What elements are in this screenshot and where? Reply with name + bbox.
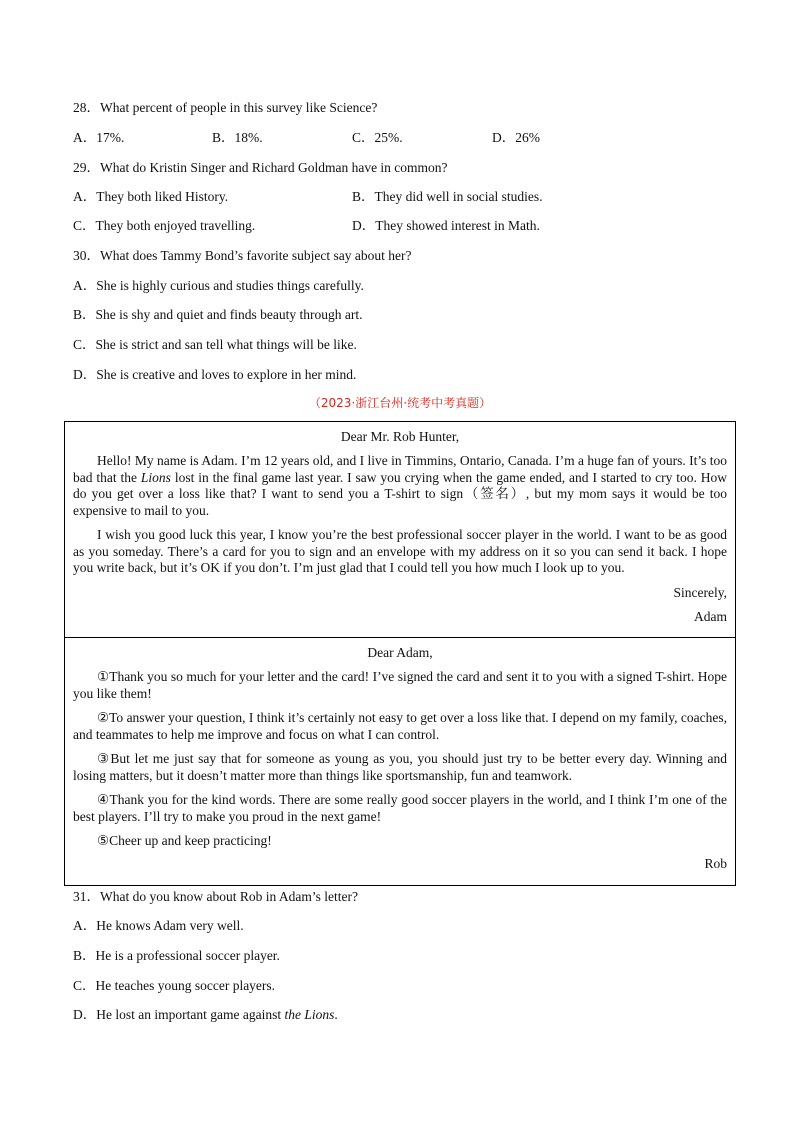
q28-option-c: C．25%. (352, 130, 403, 145)
question-29-stem: 29．What do Kristin Singer and Richard Goldman have in common? (73, 160, 448, 175)
letter2-paragraph-3: ③But let me just say that for someone as young as you, you should just try to be better every day. Winning and losing matters, but it doesn’t matter more than things like sportsmanship, fun and teamwork. (73, 751, 727, 783)
letter2-body-5 (73, 833, 727, 850)
letter1-paragraph-1: Hello! My name is Adam. I’m 12 years old, and I live in Timmins, Ontario, Canada. I’m a huge fan of yours. It’s too bad that the Lions lost in the final game last year. I saw you crying when the game ended, and I started to cry too. How do you get over a loss like that? I want to send you a T-shirt to sign（签名）, but my mom says it would be too expensive to mail to you. (73, 453, 727, 518)
letter2-signature: Rob (704, 856, 727, 871)
letter1-salutation: Dear Mr. Rob Hunter, (340, 429, 460, 444)
source-label: （2023·浙江台州·统考中考真题） (308, 396, 492, 410)
q30-option-b: B．She is shy and quiet and finds beauty through art. (73, 307, 363, 322)
question-28-stem: 28．What percent of people in this survey like Science? (73, 100, 378, 115)
letter-from-adam (64, 421, 736, 638)
q29-option-d: D．They showed interest in Math. (352, 218, 540, 233)
q31-option-a: A．He knows Adam very well. (73, 918, 244, 933)
q29-option-a: A．They both liked History. (73, 189, 229, 204)
letter1-body-2 (73, 527, 727, 577)
question-30-stem: 30．What does Tammy Bond’s favorite subject say about her? (73, 248, 412, 263)
q30-option-c: C．She is strict and san tell what things will be like. (73, 337, 357, 352)
team-name-lions: Lions (140, 469, 171, 485)
letter1-closing: Sincerely, (673, 585, 727, 600)
letter1-paragraph-2: I wish you good luck this year, I know you’re the best professional soccer player in the world. I want to be as good as you someday. There’s a card for you to sign and an envelope with my address on it so you can send it back. I hope you write back, but it’s OK if you don’t. I’m just glad that I could tell you how much I look up to you. (73, 527, 727, 575)
letter1-signature: Adam (694, 609, 727, 624)
q31-option-c: C．He teaches young soccer players. (73, 978, 276, 993)
letter2-paragraph-2: ②To answer your question, I think it’s certainly not easy to get over a loss like that. I depend on my family, coaches, and teammates to help me improve and focus on what I can control. (73, 710, 727, 742)
letter2-paragraph-4: ④Thank you for the kind words. There are some really good soccer players in the world, and I think I’m one of the best players. I’ll try to make you proud in the next game! (73, 792, 727, 824)
letter2-body-3 (73, 751, 727, 784)
team-name-the-lions: the Lions (284, 1007, 335, 1022)
q28-option-b: B．18%. (212, 130, 263, 145)
letter2-body-4 (73, 792, 727, 825)
q29-option-b: B．They did well in social studies. (352, 189, 543, 204)
letter2-body-1 (73, 669, 727, 702)
letter2-paragraph-5: ⑤Cheer up and keep practicing! (97, 833, 272, 848)
letter-from-rob (64, 637, 736, 886)
q31-option-d: D．He lost an important game against the Lions. (73, 1007, 338, 1022)
letter1-body (73, 453, 727, 519)
letter2-body-2 (73, 710, 727, 743)
letter2-salutation: Dear Adam, (367, 645, 433, 660)
letter2-paragraph-1: ①Thank you so much for your letter and the card! I’ve signed the card and sent it to you with a signed T-shirt. Hope you like them! (73, 669, 727, 701)
q28-option-d: D．26% (492, 130, 540, 145)
q30-option-a: A．She is highly curious and studies things carefully. (73, 278, 364, 293)
q28-option-a: A．17%. (73, 130, 125, 145)
q29-option-c: C．They both enjoyed travelling. (73, 218, 256, 233)
question-31-stem: 31．What do you know about Rob in Adam’s letter? (73, 889, 358, 904)
q30-option-d: D．She is creative and loves to explore in her mind. (73, 367, 357, 382)
q31-option-b: B．He is a professional soccer player. (73, 948, 280, 963)
